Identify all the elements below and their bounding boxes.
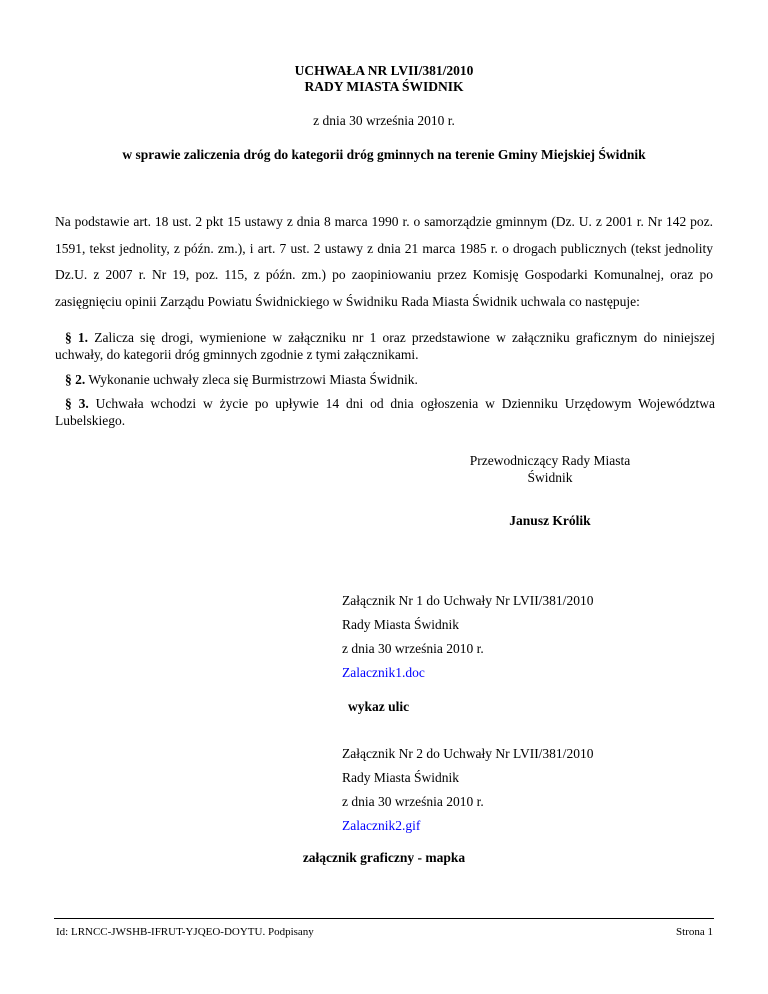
section-2-label: § 2.: [65, 372, 86, 387]
attachment2-link[interactable]: Zalacznik2.gif: [342, 818, 421, 833]
signature-role-line2: Świdnik: [527, 470, 573, 485]
section-3-text: Uchwała wchodzi w życie po upływie 14 dni od dnia ogłoszenia w Dzienniku Urzędowym Województwa Lubelskiego.: [55, 396, 716, 428]
attachment1-line3: z dnia 30 września 2010 r.: [342, 641, 484, 656]
signature-role: [450, 452, 650, 486]
signature-name: Janusz Królik: [509, 513, 591, 528]
section-1: [55, 329, 715, 363]
legal-basis-paragraph: Na podstawie art. 18 ust. 2 pkt 15 ustawy z dnia 8 marca 1990 r. o samorządzie gminnym (Dz. U. z 2001 r. Nr 142 poz. 1591, tekst jednolity, z późn. zm.), i art. 7 ust. 2 ustawy z dnia 21 marca 1985 r. o drogach publicznych (tekst jednolity Dz.U. z 2007 r. Nr 19, poz. 115, z późn. zm.) po zaopiniowaniu przez Komisję Gospodarki Komunalnej, oraz po zasięgnięciu opinii Zarządu Powiatu Świdnickiego w Świdniku Rada Miasta Świdnik uchwala co następuje:: [55, 214, 713, 309]
resolution-subject: w sprawie zaliczenia dróg do kategorii dróg gminnych na terenie Gminy Miejskiej Świdnik: [122, 147, 646, 162]
attachment2-caption: załącznik graficzny - mapka: [302, 850, 466, 865]
attachment1-line1: Załącznik Nr 1 do Uchwały Nr LVII/381/2010: [342, 593, 594, 608]
attachment2-line3: z dnia 30 września 2010 r.: [342, 794, 484, 809]
resolution-title-line2: RADY MIASTA ŚWIDNIK: [304, 79, 464, 94]
attachment1-caption: wykaz ulic: [348, 699, 410, 714]
footer-document-id: Id: LRNCC-JWSHB-IFRUT-YJQEO-DOYTU. Podpisany: [56, 926, 314, 938]
resolution-date: z dnia 30 września 2010 r.: [313, 113, 455, 128]
footer-divider: [54, 918, 714, 919]
section-1-text: Zalicza się drogi, wymienione w załączniku nr 1 oraz przedstawione w załączniku graficznym do niniejszej uchwały, do kategorii dróg gminnych zgodnie z tymi załącznikami.: [55, 330, 715, 362]
footer-page-number: Strona 1: [676, 926, 713, 938]
signature-role-line1: Przewodniczący Rady Miasta: [469, 453, 631, 468]
section-3-label: § 3.: [65, 396, 89, 411]
attachment2-line1: Załącznik Nr 2 do Uchwały Nr LVII/381/2010: [342, 746, 594, 761]
attachment2-line2: Rady Miasta Świdnik: [342, 770, 459, 785]
section-2-text: Wykonanie uchwały zleca się Burmistrzowi Miasta Świdnik.: [85, 372, 418, 387]
section-2: [55, 371, 715, 388]
attachment1-line2: Rady Miasta Świdnik: [342, 617, 459, 632]
attachment1-link[interactable]: Zalacznik1.doc: [342, 665, 425, 680]
section-3: [55, 395, 715, 429]
resolution-title-line1: UCHWAŁA NR LVII/381/2010: [294, 63, 474, 78]
section-1-label: § 1.: [65, 330, 89, 345]
